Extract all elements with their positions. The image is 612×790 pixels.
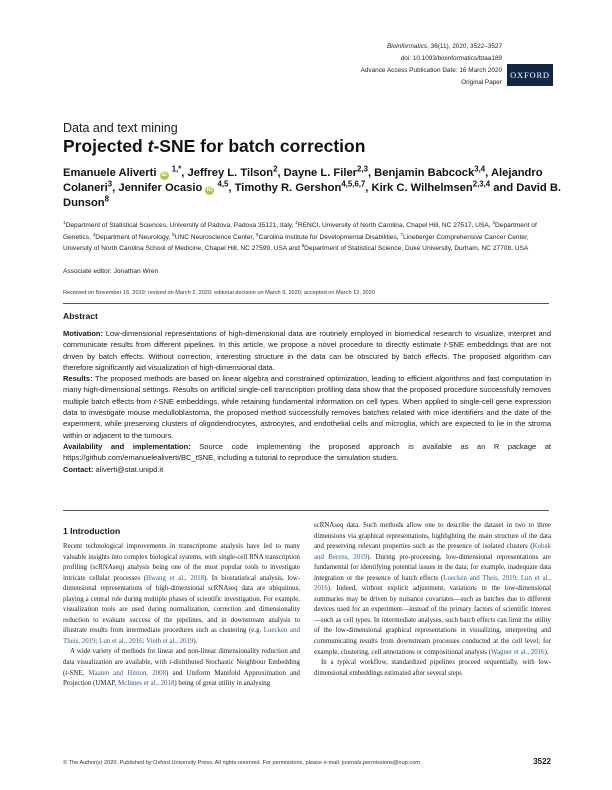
abstract-text: Low-dimensional representations of high-dimensional data are routinely employed in biomedical research to visualize, interpret and communicate results from different pipelines. In this article, we propose a novel procedure to directly estimate xyxy=(63,329,551,350)
abstract-results xyxy=(63,373,551,441)
journal-name: Bioinformatics xyxy=(387,43,428,50)
section-label: Data and text mining xyxy=(63,121,178,135)
advance-access-date: Advance Access Publication Date: 16 March 2020 xyxy=(360,67,502,74)
associate-editor: Associate editor: Jonathan Wren xyxy=(63,268,159,275)
body-text: scRNAseq data. Such methods allow one to describe the dataset in two to three dimensions via graphical representations, highlighting the main structure of the data and preserving relevant properties such as the presence of isolated clusters ( xyxy=(314,522,551,551)
intro-paragraph xyxy=(63,542,300,647)
affil-text: Department of Statistical Sciences, University of Padova, Padova 35121, Italy, xyxy=(65,222,296,229)
affil-text: Carolina Institute for Developmental Disabilities, xyxy=(258,233,401,241)
body-text: A wide variety of methods for linear and non-linear dimensionality reduction and data visualization are available, with xyxy=(63,648,300,667)
title-italic: t xyxy=(147,136,154,156)
body-text: Recent technological improvements in transcriptome analysis have led to many valuable insights into complex biological systems, with single-cell RNA transcription profiling (scRNAseq) analysis being one of the most popular tools to investigate intricate cellular processes ( xyxy=(63,543,300,582)
abstract-italic: t xyxy=(443,340,447,350)
contact-email[interactable]: aliverti@stat.unipd.it xyxy=(93,464,164,474)
affil-text: Department of Statistical Science, Duke University, Durham, NC 27708, USA xyxy=(304,245,529,252)
body-text: ) and Uniform Manifold Approximation and Projection (UMAP, xyxy=(63,669,300,688)
abstract-text: The proposed methods are based on linear algebra and constrained optimization, leading to efficient algorithms and fast computation in many high-dimensional settings. Results on artificial single-cell transcription profiling data show that the proposed procedure successfully removes multiple batch effects from xyxy=(63,374,551,406)
body-text: ). In biostatistical analysis, low-dimensional representations of high-dimensional scRNAseq data are ubiquitous, playing a central role during multiple phases of scientific investigation. For example, visualization tools are used during normalization, correction and dimensionality reduction to evaluate success of the pipelines, and in downstream analysis to illustrate results from intermediate procedures such as clustering (e.g. xyxy=(63,574,300,635)
abstract-text: -SNE embeddings, while retaining fundamental information on cell types. When applied to single-cell gene expression data to investigate mouse medulloblastoma, the proposed method successfully removes batches related with mice identifiers and the date of the experiment, while preserving clusters of oligodendrocytes, astrocytes, and endothelial cells and microglia, which are expected to lie in the stroma within or adjacent to the tumours. xyxy=(63,396,551,440)
affil-sup: 4 xyxy=(92,231,96,237)
body-text: ). xyxy=(193,637,198,645)
author-sup: 2,3,4 xyxy=(472,179,491,189)
divider xyxy=(63,303,549,304)
intro-paragraph xyxy=(63,647,300,689)
abstract-availability xyxy=(63,441,551,464)
page-title xyxy=(63,136,365,157)
citation-link[interactable]: Kobak and Berens, 2019 xyxy=(314,543,551,561)
abstract-text: -SNE embeddings that are not driven by batch effects. Without correction, interesting structure in the data can be obscured by batch effects. The proposed algorithm can therefore significantly aid visualization of high-dimensional data. xyxy=(63,340,551,372)
author-sup: 2,3 xyxy=(357,164,368,174)
paper-type: Original Paper xyxy=(461,79,502,86)
intro-right-column xyxy=(314,521,551,679)
affil-sup: 5 xyxy=(172,231,175,237)
journal-citation xyxy=(387,43,502,50)
body-text: ). xyxy=(544,648,549,656)
affil-text: Department of Genetics, xyxy=(63,222,537,241)
citation-link[interactable]: Maaten and Hinton, 2008 xyxy=(88,669,167,677)
affil-sup: 3 xyxy=(492,219,496,225)
affil-sup: 6 xyxy=(256,231,259,237)
abstract-italic: t xyxy=(153,396,156,406)
citation-link[interactable]: Luecken and Theis, 2019; Lun et al., 2016 xyxy=(314,574,551,593)
motivation-label: Motivation: xyxy=(63,329,103,338)
affil-text: Department of Neurology, xyxy=(95,233,173,241)
affil-sup: 7 xyxy=(400,231,404,237)
author-sup: 1,* xyxy=(171,164,182,174)
intro-heading: 1 Introduction xyxy=(63,526,121,536)
intro-paragraph xyxy=(314,521,551,658)
affiliations xyxy=(63,220,558,255)
body-text: -SNE, xyxy=(67,669,89,677)
title-prefix: Projected xyxy=(63,136,148,156)
doi[interactable]: doi: 10.1093/bioinformatics/btaa189 xyxy=(400,55,502,62)
author-sup: 4,5,6,7 xyxy=(341,179,366,189)
affil-sup: 8 xyxy=(301,242,305,248)
author-ocasio[interactable]: , Jennifer Ocasio xyxy=(112,182,203,194)
abstract-contact xyxy=(63,464,551,475)
affil-text: UNC Neuroscience Center, xyxy=(174,233,257,241)
citation-link[interactable]: Luecken and Theis, 2019; Lun et al., 2016; Vieth et al., 2019 xyxy=(63,627,300,645)
citation-link[interactable]: Wagner et al., 2016 xyxy=(491,648,545,656)
author-filer[interactable]: , Dayne L. Filer xyxy=(277,167,358,179)
copyright-footer: © The Author(s) 2020. Published by Oxford University Press. All rights reserved. For permissions, please e-mail: journals.permissions@oup.com xyxy=(63,760,420,766)
availability-label: Availability and implementation: xyxy=(63,441,191,451)
author-tilson[interactable]: , Jeffrey L. Tilson xyxy=(181,167,274,179)
author-sup: 4,5 xyxy=(217,179,229,189)
body-italic: t xyxy=(65,669,68,677)
affil-text: Lineberger Comprehensive Cancer Center, University of North Carolina School of Medicine, Chapel Hill, NC 27599, USA and xyxy=(63,233,529,252)
orcid-icon[interactable]: iD xyxy=(206,187,213,193)
author-sup: 3,4 xyxy=(474,164,486,174)
received-dates: Received on November 16, 2019; revised on March 2, 2020; editorial decision on March 9, 2020; accepted on March 12, 2020 xyxy=(63,290,375,296)
affil-text: RENCI, University of North Carolina, Chapel Hill, NC 27517, USA, xyxy=(297,222,493,229)
author-sup: 2 xyxy=(273,164,278,174)
author-babcock[interactable]: , Benjamin Babcock xyxy=(367,167,475,179)
volume-info: , 36(11), 2020, 3522–3527 xyxy=(427,43,502,50)
author-sup: 3 xyxy=(107,179,113,189)
author-dunson[interactable]: and David B. Dunson xyxy=(63,182,562,209)
citation-link[interactable]: Hwang et al., 2018 xyxy=(145,574,205,582)
body-italic: t xyxy=(169,659,172,667)
affil-sup: 1 xyxy=(63,219,66,225)
affil-sup: 2 xyxy=(295,219,298,225)
title-suffix: -SNE for batch correction xyxy=(153,136,366,156)
abstract-body xyxy=(63,328,551,475)
results-label: Results: xyxy=(63,374,93,384)
author-gershon[interactable]: , Timothy R. Gershon xyxy=(228,182,342,194)
intro-paragraph: In a typical workflow, standardized pipelines proceed sequentially, with low-dimensional embeddings estimated after several steps xyxy=(314,659,551,677)
divider xyxy=(63,510,549,511)
oxford-logo: OXFORD xyxy=(507,64,553,86)
author-colaneri[interactable]: , Alejandro Colaneri xyxy=(63,167,543,194)
author-aliverti[interactable]: Emanuele Aliverti xyxy=(63,167,157,179)
body-text: ). Indeed, without explicit adjustment, variations in the low-dimensional summaries may be driven by nuisance covariates—such as batches due to different devices used for an experiment—instead of the primary factors of scientific interest—such as cell types. In intermediate analyses, such batch effects can limit the utility of the low-dimensional graphical representations in visualizing, interpreting and communicating results from downstream processes conducted at the cell level; for example, clustering, cell annotations or compositional analysis ( xyxy=(314,585,551,656)
contact-label: Contact: xyxy=(63,464,94,474)
page-number: 3522 xyxy=(533,757,551,766)
availability-text[interactable]: Source code implementing the proposed approach is available as an R package at https://github.com/emanuelealiverti/BC_tSNE, including a tutorial to reproduce the simulation studies. xyxy=(63,441,551,463)
author-sup: 8 xyxy=(104,194,109,204)
abstract-heading: Abstract xyxy=(63,311,98,321)
orcid-icon[interactable]: iD xyxy=(161,172,168,178)
abstract-motivation xyxy=(63,328,551,373)
author-list xyxy=(63,166,563,211)
author-wilhelmsen[interactable]: , Kirk C. Wilhelmsen xyxy=(365,182,473,194)
citation-link[interactable]: McInnes et al., 2018 xyxy=(117,680,175,688)
body-text: ). During pre-processing, low-dimensional representations are fundamental for identifying potential issues in the data; for example, inadequate data integration or the presence of batch effects ( xyxy=(314,553,551,582)
intro-left-column xyxy=(63,542,300,690)
body-text: ) being of great utility in analysing xyxy=(174,680,271,688)
body-text: -distributed Stochastic Neighbour Embedding ( xyxy=(63,659,300,677)
